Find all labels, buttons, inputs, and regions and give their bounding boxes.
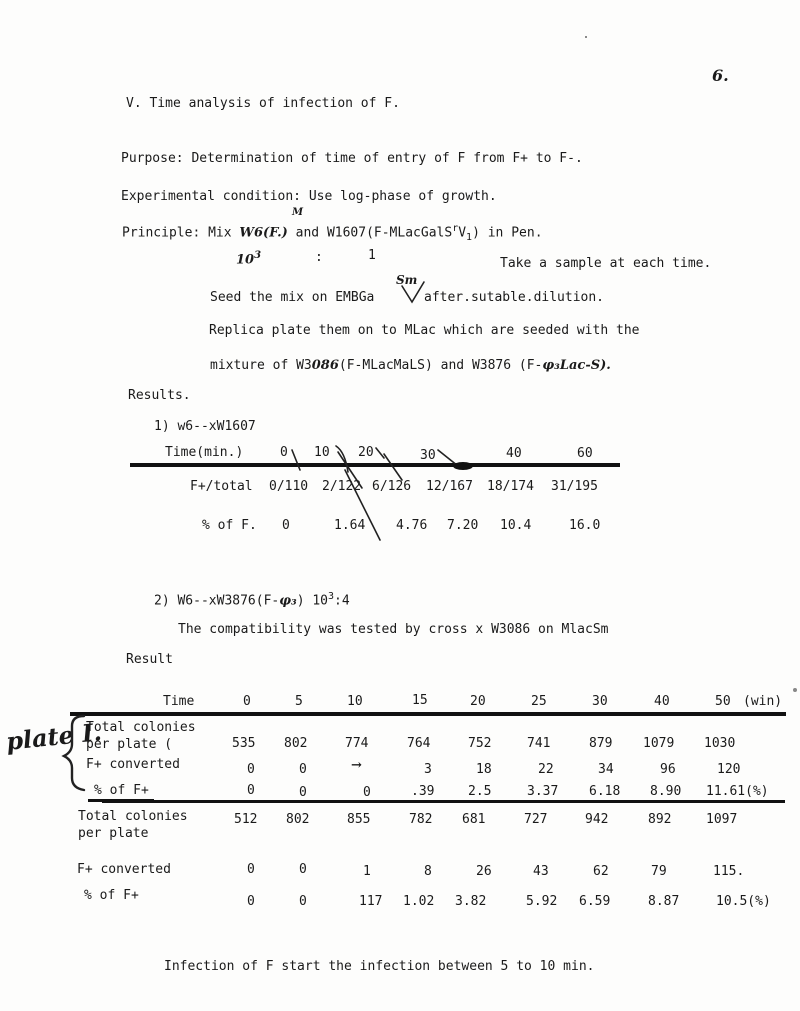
exp1-pct-cell: 16.0 <box>569 518 601 533</box>
ratio-a: $10^3$ <box>236 250 262 268</box>
sample-line: Take a sample at each time. <box>500 256 712 271</box>
seed-hand-insert: Sm <box>396 273 418 287</box>
exp1-title: 1) w6--xW1607 <box>154 419 256 434</box>
p2-pct-cell: 3.82 <box>455 894 487 909</box>
p2-total-label-1: Total colonies <box>78 809 188 824</box>
principle-line <box>122 221 543 246</box>
p2-conv-cell: 62 <box>593 864 609 879</box>
exp1-header-rule <box>130 463 620 467</box>
p2-pct-cell: 10.5(%) <box>716 894 771 909</box>
sub-1: 1 <box>466 231 473 243</box>
exp2-time-cell: 5 <box>295 694 303 709</box>
p1-pct-cell: .39 <box>411 784 435 799</box>
p1-total-cell: 764 <box>407 736 431 751</box>
speck <box>585 36 587 38</box>
page-number: 6. <box>712 66 729 85</box>
mixture-prefix: mixture of W3 <box>210 358 312 373</box>
p1-pct-cell: 8.90 <box>650 784 682 799</box>
p1-total-cell: 752 <box>468 736 492 751</box>
exp1-time-cell: 30 <box>420 448 436 463</box>
sup-r: r <box>452 223 459 234</box>
p1-pct-cell: 11.61(%) <box>706 784 769 799</box>
p1-pct-cell: 3.37 <box>527 784 559 799</box>
ratio-b: 1 <box>368 248 376 263</box>
principle-end: ) in Pen. <box>472 225 543 241</box>
exp2-header-rule <box>70 712 786 716</box>
p1-conv-cell: 0 <box>247 762 255 777</box>
p2-pct-cell: 6.59 <box>579 894 611 909</box>
p2-pct-cell: 5.92 <box>526 894 558 909</box>
results-label: Results. <box>128 388 191 403</box>
mixture-hand-end: φ₃Lac-S). <box>542 358 611 373</box>
replica-line: Replica plate them on to MLac which are seeded with the <box>209 323 640 338</box>
exp2-title: 2) W6--xW3876(F-φ₃) $10^3:4$ <box>154 591 350 609</box>
mixture-hand-overwrite: 086 <box>311 358 339 373</box>
exp1-ftotal-label: F+/total <box>190 479 253 494</box>
p1-conv-cell: → <box>351 758 362 773</box>
seed-suffix: after.sutable.dilution. <box>424 290 605 305</box>
exp1-pct-cell: 10.4 <box>500 518 532 533</box>
speck <box>793 688 797 692</box>
p1-total-label-2: per plate ( <box>86 737 173 752</box>
exp1-ftotal-cell: 18/174 <box>487 479 534 494</box>
p2-total-cell: 1097 <box>706 812 738 827</box>
p2-conv-cell: 8 <box>424 864 432 879</box>
exp2-time-cell: 30 <box>592 694 608 709</box>
p1-conv-cell: 0 <box>299 762 307 777</box>
p1-conv-cell: 34 <box>598 762 614 777</box>
p1-total-cell: 1030 <box>704 736 736 751</box>
exp2-time-cell: 50 <box>715 694 731 709</box>
p2-pct-label: % of F+ <box>84 888 139 903</box>
p2-pct-cell: 117 <box>359 894 383 909</box>
p2-total-cell: 512 <box>234 812 258 827</box>
p1-pct-cell: 6.18 <box>589 784 621 799</box>
p2-total-cell: 892 <box>648 812 672 827</box>
p1-total-cell: 774 <box>345 736 369 751</box>
p2-total-cell: 802 <box>286 812 310 827</box>
margin-note: plate I. <box>4 717 103 756</box>
strain-a-sup: M <box>292 207 304 218</box>
p1-total-cell: 802 <box>284 736 308 751</box>
p1-total-cell: 1079 <box>643 736 675 751</box>
p2-pct-cell: 0 <box>299 894 307 909</box>
p2-conv-label: F+ converted <box>77 862 171 877</box>
p2-total-cell: 782 <box>409 812 433 827</box>
exp1-time-cell: 40 <box>506 446 522 461</box>
exp1-ftotal-cell: 6/126 <box>372 479 412 494</box>
p2-pct-cell: 8.87 <box>648 894 680 909</box>
p1-conv-cell: 96 <box>660 762 676 777</box>
exp2-time-cell: 25 <box>531 694 547 709</box>
mixture-middle: (F-MLacMaLS) and W3876 (F- <box>338 358 543 373</box>
exp2-time-label: Time <box>163 694 195 709</box>
exp2-time-cell: 10 <box>347 694 363 709</box>
section-title: V. Time analysis of infection of F. <box>126 96 400 111</box>
exp1-pct-cell: 0 <box>282 518 290 533</box>
p1-total-cell: 741 <box>527 736 551 751</box>
exp1-slash-mark <box>384 454 402 480</box>
exp1-pct-cell: 1.64 <box>334 518 366 533</box>
plate-divider-rule <box>102 800 785 803</box>
p2-pct-cell: 0 <box>247 894 255 909</box>
p1-total-cell: 535 <box>232 736 256 751</box>
exp1-time-cell: 20 <box>358 445 374 460</box>
p1-conv-cell: 22 <box>538 762 554 777</box>
p1-pct-label: % of F+ <box>94 783 149 798</box>
exp1-slash-mark <box>292 450 300 470</box>
p1-pct-cell: 0 <box>299 785 307 800</box>
p2-total-cell: 942 <box>585 812 609 827</box>
p1-total-label-1: Total colonies <box>86 720 196 735</box>
principle-prefix: Principle: Mix <box>122 225 232 241</box>
p1-total-cell: 879 <box>589 736 613 751</box>
ratio-colon: : <box>315 250 323 265</box>
seed-prefix: Seed the mix on EMBGa <box>210 290 375 305</box>
conclusion-text: Infection of F start the infection between 5 to 10 min. <box>164 959 595 974</box>
p2-total-label-2: per plate <box>78 826 149 841</box>
p1-conv-cell: 3 <box>424 762 432 777</box>
p2-conv-cell: 115. <box>713 864 745 879</box>
exp1-ftotal-cell: 0/110 <box>269 479 309 494</box>
p1-conv-cell: 18 <box>476 762 492 777</box>
p2-conv-cell: 26 <box>476 864 492 879</box>
p1-conv-cell: 120 <box>717 762 741 777</box>
p2-total-cell: 855 <box>347 812 371 827</box>
p2-conv-cell: 0 <box>299 862 307 877</box>
p2-pct-cell: 1.02 <box>403 894 435 909</box>
exp1-slash-mark <box>376 448 384 458</box>
exp1-ftotal-cell: 31/195 <box>551 479 598 494</box>
p2-conv-cell: 0 <box>247 862 255 877</box>
exp1-pct-cell: 4.76 <box>396 518 428 533</box>
exp1-slash-mark <box>336 446 348 472</box>
exp1-pct-cell: 7.20 <box>447 518 479 533</box>
exp2-compat: The compatibility was tested by cross x W3086 on MlacSm <box>178 622 609 637</box>
exp1-time-cell: 10 <box>314 445 330 460</box>
p1-pct-cell: 0 <box>247 783 255 798</box>
p2-conv-cell: 1 <box>363 864 371 879</box>
principle-middle: and W1607(F-MLacGalS <box>295 225 453 241</box>
exp1-ftotal-cell: 12/167 <box>426 479 473 494</box>
exp1-ftotal-cell: 2/122 <box>322 479 362 494</box>
mixture-line <box>210 358 611 374</box>
exp2-time-cell: 15 <box>412 693 428 708</box>
p2-total-cell: 681 <box>462 812 486 827</box>
principle-v: V <box>458 225 467 241</box>
p1-pct-cell: 2.5 <box>468 784 492 799</box>
strain-a: W6(F.) <box>239 225 288 241</box>
exp1-time-cell: 60 <box>577 446 593 461</box>
exp2-result-label: Result <box>126 652 173 667</box>
exp2-time-cell: 20 <box>470 694 486 709</box>
condition-text: Experimental condition: Use log-phase of growth. <box>121 189 497 204</box>
exp2-time-cell: 40 <box>654 694 670 709</box>
exp2-time-cell: 0 <box>243 694 251 709</box>
p2-conv-cell: 79 <box>651 864 667 879</box>
p1-conv-label: F+ converted <box>86 757 180 772</box>
exp1-pct-label: % of F. <box>202 518 257 533</box>
exp1-time-cell: 0 <box>280 445 288 460</box>
purpose-text: Purpose: Determination of time of entry of F from F+ to F-. <box>121 151 583 166</box>
p2-total-cell: 727 <box>524 812 548 827</box>
p1-pct-cell: 0 <box>363 785 371 800</box>
exp2-time-unit: (win) <box>743 694 783 709</box>
p2-conv-cell: 43 <box>533 864 549 879</box>
exp1-time-label: Time(min.) <box>165 445 244 460</box>
